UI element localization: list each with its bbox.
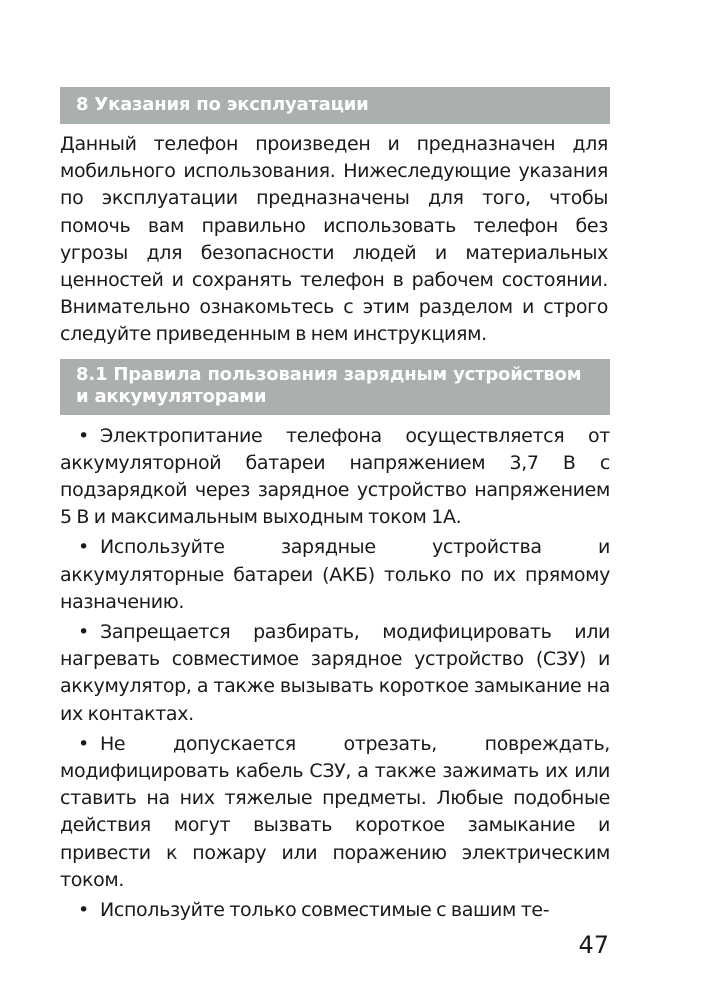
list-item-text: Не допускается отрезать, повреждать, модифицировать кабель СЗУ, а также зажимать их или ставить на них тяжелые предметы. Любые подобные действия могут вызвать короткое замыкание и привести к пожару или поражению электрическим током. [60,732,610,891]
charger-rules-list [60,423,610,925]
section-heading-line-1: 8.1 Правила пользования зарядным устройством [76,363,582,385]
list-item-text: Используйте зарядные устройства и аккумуляторные батареи (АКБ) только по их прямому назначению. [60,536,610,613]
intro-paragraph: Данный телефон произведен и предназначен для мобильного использования. Нижеследующие указания по эксплуатации предназначены для того, чтобы помочь вам правильно использовать телефон без угрозы для безопасности людей и материальных ценностей и сохранять телефон в рабочем состоянии. Внимательно ознакомьтесь с этим разделом и строго следуйте приведенным в нем инструкциям. [60,133,608,346]
bullet-icon: • [78,424,89,447]
bullet-icon: • [78,899,89,922]
manual-page [60,87,610,927]
section-heading-charger-rules [60,359,610,415]
section-heading-text: 8 Указания по эксплуатации [76,94,369,115]
list-item [60,731,610,894]
section-heading-line-2: и аккумуляторами [76,385,267,407]
list-item [60,619,610,728]
bullet-icon: • [78,621,89,644]
list-item-text: Электропитание телефона осуществляется от аккумуляторной батареи напряжением 3,7 В с подзарядкой через зарядное устройство напряжением 5 В и максимальным выходным током 1А. [60,424,610,529]
section-heading-operating-instructions [60,87,610,124]
list-item [60,423,610,532]
bullet-icon: • [78,536,89,559]
list-item [60,534,610,616]
bullet-icon: • [78,732,89,755]
list-item-text: Используйте только совместимые с вашим те- [100,899,550,922]
list-item-text: Запрещается разбирать, модифицировать или нагревать совместимое зарядное устройство (СЗУ) и аккумулятор, а также вызывать короткое замыкание на их контактах. [60,621,610,725]
page-number: 47 [578,931,609,959]
list-item [60,897,610,924]
